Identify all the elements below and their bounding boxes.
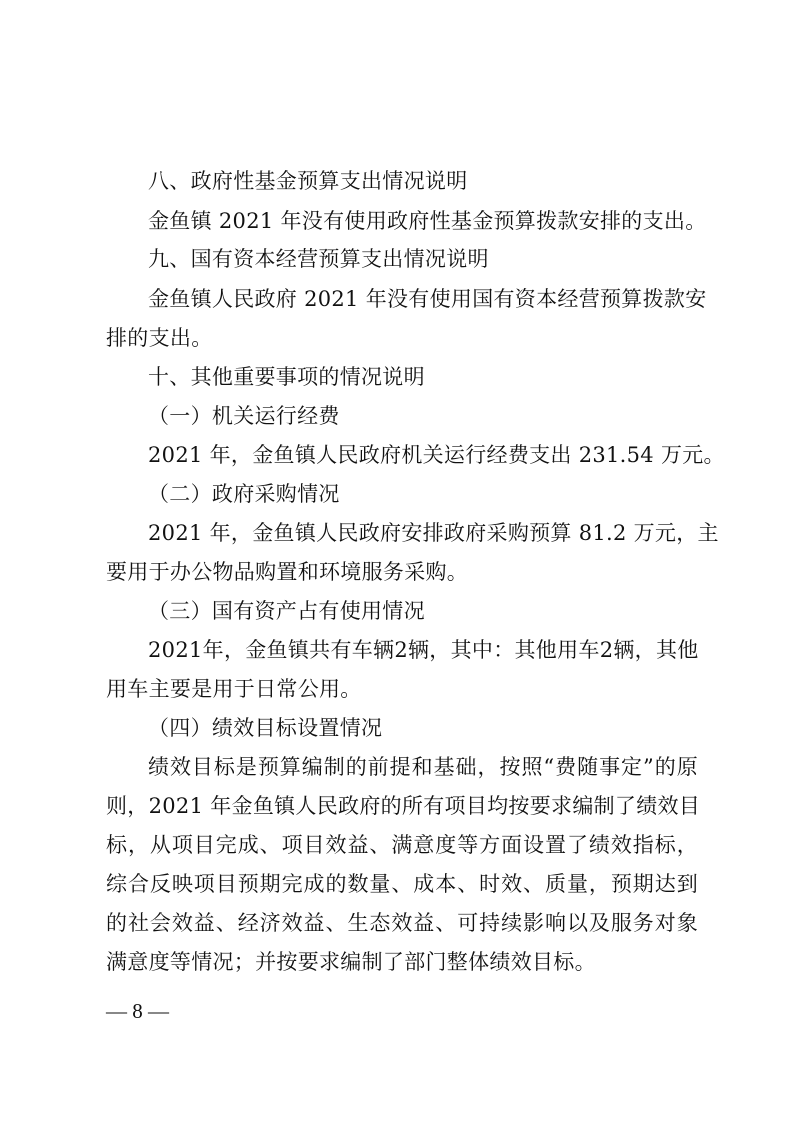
paragraph-line: 标，从项目完成、项目效益、满意度等方面设置了绩效指标， (106, 833, 698, 857)
section-heading-8: 八、政府性基金预算支出情况说明 (148, 169, 468, 193)
paragraph-line: 要用于办公物品购置和环境服务采购。 (106, 560, 469, 584)
subsection-heading-3: （三）国有资产占有使用情况 (148, 599, 425, 623)
section-heading-9: 九、国有资本经营预算支出情况说明 (148, 247, 489, 271)
paragraph-line: 金鱼镇 2021 年没有使用政府性基金预算拨款安排的支出。 (148, 209, 707, 233)
paragraph-line: 2021 年，金鱼镇人民政府机关运行经费支出 231.54 万元。 (148, 443, 725, 467)
paragraph-line: 2021年，金鱼镇共有车辆2辆，其中：其他用车2辆，其他 (148, 638, 699, 662)
paragraph-line: 满意度等情况；并按要求编制了部门整体绩效目标。 (106, 950, 596, 974)
paragraph-line: 则，2021 年金鱼镇人民政府的所有项目均按要求编制了绩效目 (106, 794, 701, 818)
subsection-heading-1: （一）机关运行经费 (148, 404, 340, 428)
page-number: — 8 — (106, 999, 169, 1023)
paragraph-line: 综合反映项目预期完成的数量、成本、时效、质量，预期达到 (106, 872, 698, 896)
subsection-heading-2: （二）政府采购情况 (148, 482, 340, 506)
paragraph-line: 排的支出。 (106, 326, 213, 350)
subsection-heading-4: （四）绩效目标设置情况 (148, 716, 383, 740)
paragraph-line: 2021 年，金鱼镇人民政府安排政府采购预算 81.2 万元，主 (148, 521, 719, 545)
paragraph-line: 金鱼镇人民政府 2021 年没有使用国有资本经营预算拨款安 (148, 287, 707, 311)
section-heading-10: 十、其他重要事项的情况说明 (148, 365, 425, 389)
paragraph-line: 的社会效益、经济效益、生态效益、可持续影响以及服务对象 (106, 911, 698, 935)
paragraph-line: 绩效目标是预算编制的前提和基础，按照“费随事定”的原 (148, 755, 698, 779)
paragraph-line: 用车主要是用于日常公用。 (106, 677, 362, 701)
